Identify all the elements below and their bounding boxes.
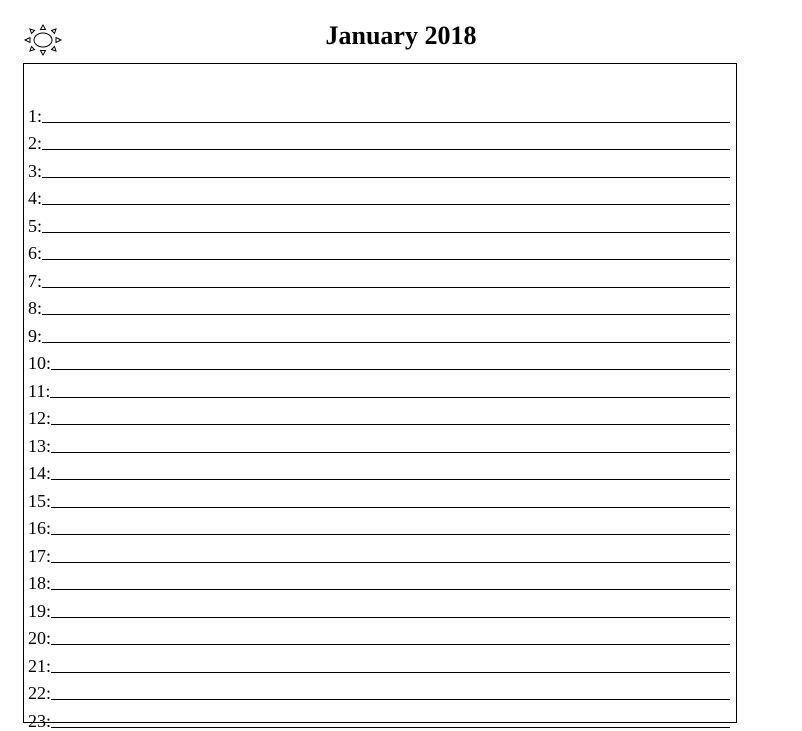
line-row (28, 401, 730, 429)
line-number: 20: (28, 628, 52, 648)
writing-line[interactable] (50, 397, 730, 398)
line-number: 3: (28, 160, 43, 181)
line-row (28, 483, 730, 511)
writing-line[interactable] (42, 122, 730, 123)
line-number: 19: (28, 600, 52, 621)
writing-line[interactable] (51, 672, 730, 673)
writing-line[interactable] (51, 562, 730, 563)
writing-line[interactable] (51, 589, 730, 590)
writing-line[interactable] (42, 287, 730, 288)
line-number: 16: (28, 518, 52, 538)
line-row (28, 98, 730, 126)
line-row (28, 676, 730, 704)
line-number: 10: (28, 353, 52, 373)
line-number: 4: (28, 188, 43, 208)
line-row (28, 263, 730, 291)
line-row (28, 318, 730, 346)
writing-line[interactable] (51, 617, 730, 618)
line-number: 22: (28, 683, 52, 703)
line-row (28, 208, 730, 236)
writing-line[interactable] (51, 479, 730, 480)
line-row (28, 621, 730, 649)
line-row (28, 648, 730, 676)
line-row (28, 703, 730, 731)
line-number: 9: (28, 325, 43, 346)
line-row (28, 428, 730, 456)
writing-line[interactable] (51, 727, 730, 728)
line-number: 23: (28, 710, 52, 731)
line-number: 12: (28, 408, 52, 428)
writing-line[interactable] (51, 452, 730, 453)
writing-line[interactable] (51, 644, 730, 645)
line-number: 1: (28, 105, 43, 126)
writing-line[interactable] (42, 314, 730, 315)
writing-line[interactable] (51, 369, 730, 370)
line-number: 2: (28, 133, 43, 153)
writing-line[interactable] (42, 177, 730, 178)
line-number: 21: (28, 655, 52, 676)
line-number: 7: (28, 270, 43, 291)
line-row (28, 456, 730, 484)
line-row (28, 153, 730, 181)
writing-line[interactable] (42, 232, 730, 233)
line-number: 6: (28, 243, 43, 263)
line-number: 17: (28, 545, 52, 566)
lined-page-frame (23, 63, 737, 731)
line-number: 8: (28, 298, 43, 318)
line-row (28, 373, 730, 401)
writing-line[interactable] (42, 259, 730, 260)
line-row (28, 511, 730, 539)
line-list (28, 98, 730, 731)
writing-line[interactable] (42, 342, 730, 343)
line-number: 5: (28, 215, 43, 236)
line-row (28, 181, 730, 209)
writing-line[interactable] (51, 699, 730, 700)
line-number: 15: (28, 490, 52, 511)
line-number: 11: (28, 380, 51, 401)
writing-line[interactable] (51, 424, 730, 425)
line-number: 13: (28, 435, 52, 456)
line-row (28, 566, 730, 594)
line-row (28, 346, 730, 374)
line-row (28, 236, 730, 264)
page-title: January 2018 (325, 21, 477, 50)
line-row (28, 538, 730, 566)
line-row (28, 593, 730, 621)
writing-line[interactable] (42, 204, 730, 205)
line-row (28, 126, 730, 154)
line-number: 18: (28, 573, 52, 593)
writing-line[interactable] (42, 149, 730, 150)
writing-line[interactable] (51, 534, 730, 535)
line-number: 14: (28, 463, 52, 483)
line-row (28, 291, 730, 319)
writing-line[interactable] (51, 507, 730, 508)
